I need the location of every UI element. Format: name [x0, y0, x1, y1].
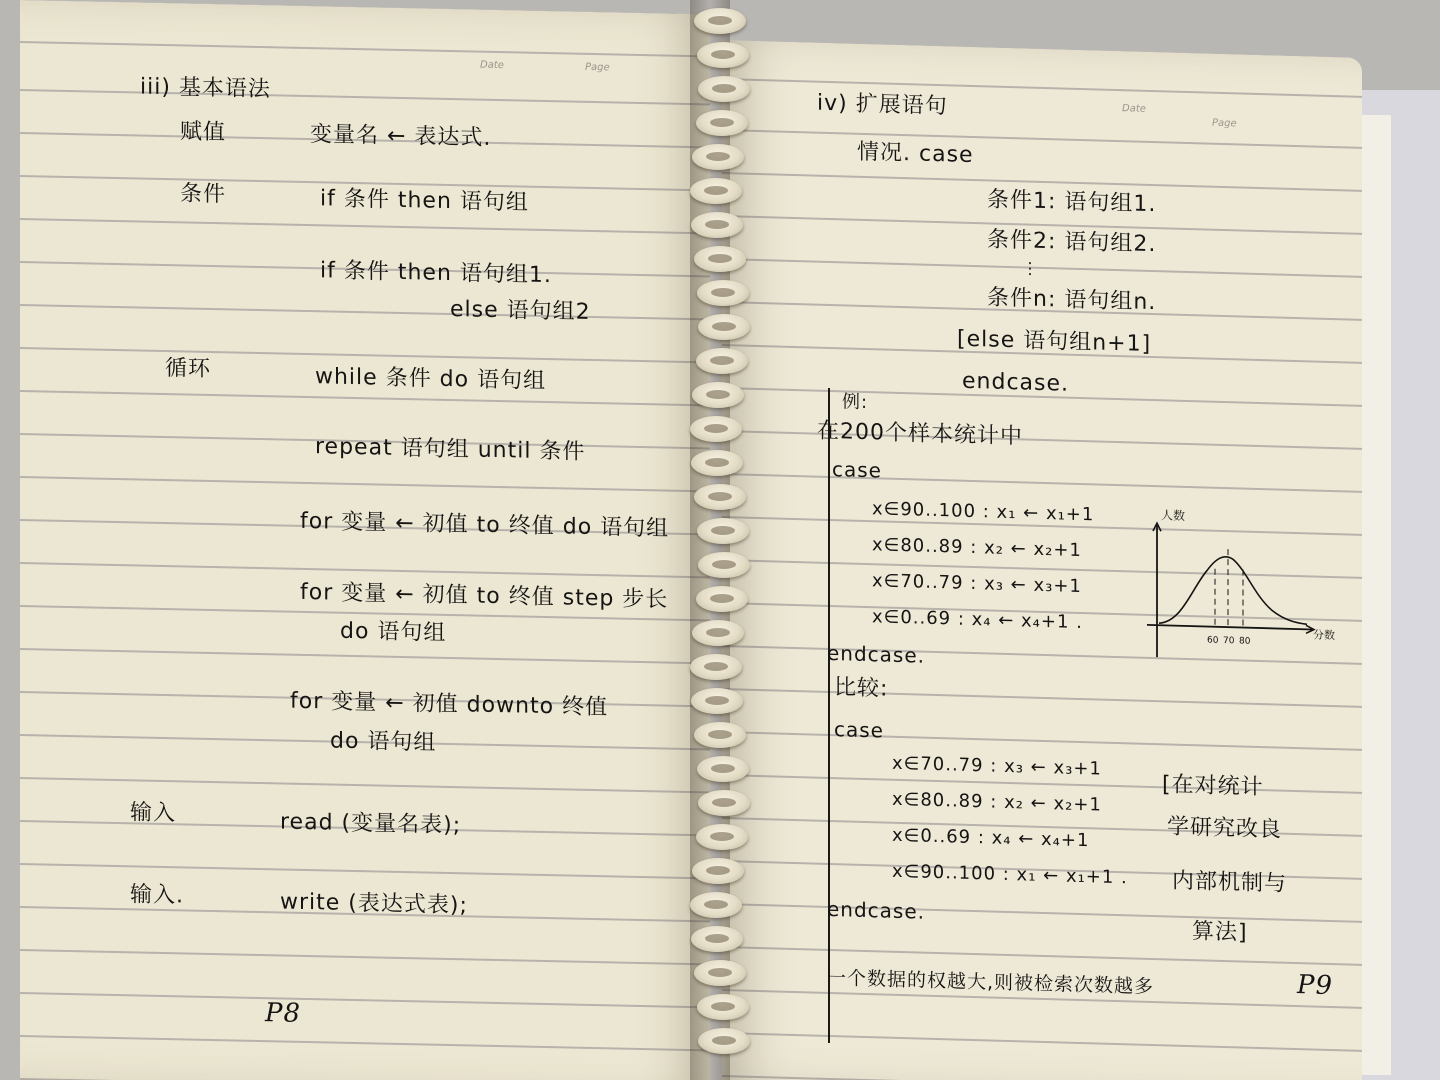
binder-ring	[698, 790, 750, 816]
distribution-sketch	[1137, 507, 1342, 673]
example-margin-line	[828, 388, 830, 1043]
example-line: x∈0..69 : x₄ ← x₄+1 .	[872, 606, 1083, 634]
compare-label: 比较:	[834, 675, 889, 702]
example-label: 例:	[842, 391, 869, 414]
bell-curve	[1159, 555, 1307, 627]
line-content: while 条件 do 语句组	[315, 364, 547, 395]
compare-line: x∈70..79 : x₃ ← x₃+1	[892, 752, 1102, 780]
tick-label-60: 60	[1207, 635, 1219, 646]
binder-ring	[697, 42, 749, 68]
note-line: 学研究改良	[1167, 814, 1283, 843]
binder-ring	[691, 926, 743, 952]
line-content: repeat 语句组 until 条件	[315, 434, 586, 465]
line-content: for 变量 ← 初值 to 终值 step 步长	[300, 579, 669, 613]
page-label: Page	[1212, 117, 1237, 130]
line-content: else 语句组2	[450, 297, 591, 325]
example-title: 在200个样本统计中	[817, 418, 1023, 450]
binder-ring	[690, 178, 742, 204]
example-line: x∈90..100 : x₁ ← x₁+1	[872, 498, 1095, 526]
page-label: Page	[585, 61, 610, 74]
case-end: endcase.	[962, 368, 1070, 397]
case-line: 条件1: 语句组1.	[987, 187, 1157, 218]
example-line: x∈80..89 : x₂ ← x₂+1	[872, 534, 1082, 562]
binder-ring	[696, 824, 748, 850]
binder-ring	[697, 756, 749, 782]
line-label: 赋值	[180, 119, 227, 146]
binder-ring	[691, 688, 743, 714]
compare-line: x∈80..89 : x₂ ← x₂+1	[892, 788, 1102, 816]
date-label: Date	[1122, 103, 1146, 115]
binder-ring	[694, 960, 746, 986]
binder-ring	[697, 994, 749, 1020]
line-content: 变量名 ← 表达式.	[310, 122, 492, 151]
tick-label-80: 80	[1239, 636, 1251, 647]
line-label: 输入	[130, 800, 177, 827]
binder-ring	[694, 722, 746, 748]
compare-line: x∈0..69 : x₄ ← x₄+1	[892, 824, 1090, 852]
binder-ring	[694, 246, 746, 272]
x-axis-label: 分数	[1313, 628, 1335, 643]
binder-ring	[692, 144, 744, 170]
footer-note: 一个数据的权越大,则被检索次数越多	[827, 966, 1155, 999]
case-line: 条件n: 语句组n.	[987, 285, 1157, 316]
line-content: if 条件 then 语句组	[320, 186, 529, 216]
compare-end: endcase.	[827, 896, 926, 924]
binder-ring	[698, 552, 750, 578]
case-line: 条件2: 语句组2.	[987, 227, 1157, 258]
left-page	[20, 0, 710, 1080]
binder-ring	[690, 416, 742, 442]
binder-ring	[694, 484, 746, 510]
compare-line: x∈90..100 : x₁ ← x₁+1 .	[892, 860, 1128, 889]
x-axis	[1147, 625, 1312, 630]
case-ellipsis: ⋮	[1022, 258, 1039, 278]
binder-ring	[690, 892, 742, 918]
note-line: 算法]	[1192, 919, 1248, 946]
binder-ring	[696, 348, 748, 374]
binder-ring	[696, 586, 748, 612]
line-label: 条件	[180, 181, 227, 208]
line-content: for 变量 ← 初值 downto 终值	[290, 688, 609, 721]
line-label: 循环	[165, 356, 212, 383]
line-content: write (表达式表);	[280, 889, 468, 919]
case-heading: 情况. case	[857, 139, 974, 169]
right-page	[722, 40, 1362, 1080]
example-line: x∈70..79 : x₃ ← x₃+1	[872, 570, 1082, 598]
binder-ring	[692, 382, 744, 408]
binder-ring	[691, 212, 743, 238]
binder-ring	[691, 450, 743, 476]
line-content: for 变量 ← 初值 to 终值 do 语句组	[300, 508, 670, 542]
binder-ring	[696, 110, 748, 136]
binder-ring	[694, 8, 746, 34]
example-case: case	[832, 457, 882, 483]
line-content: read (变量名表);	[280, 809, 462, 839]
binder-ring	[690, 654, 742, 680]
tick-label-70: 70	[1223, 635, 1235, 647]
line-content: if 条件 then 语句组1.	[320, 258, 552, 289]
binder-ring	[698, 76, 750, 102]
left-section-title: iii) 基本语法	[140, 74, 271, 103]
right-page-number: P9	[1297, 970, 1334, 1002]
compare-case: case	[834, 717, 884, 743]
binder-ring	[692, 858, 744, 884]
notebook-page-edges	[1360, 115, 1391, 1075]
y-axis-label: 人数	[1161, 508, 1186, 523]
note-line: [在对统计	[1162, 772, 1264, 801]
line-content: do 语句组	[340, 618, 447, 646]
note-line: 内部机制与	[1172, 868, 1288, 897]
line-label: 输入.	[130, 882, 184, 909]
left-page-number: P8	[265, 998, 302, 1029]
binder-ring	[697, 518, 749, 544]
example-end: endcase.	[827, 640, 926, 668]
case-else-line: [else 语句组n+1]	[957, 326, 1152, 357]
binder-ring	[698, 314, 750, 340]
binder-ring	[697, 280, 749, 306]
right-section-title: iv) 扩展语句	[817, 90, 948, 120]
line-content: do 语句组	[330, 728, 437, 756]
binder-ring	[698, 1028, 750, 1054]
binder-ring	[692, 620, 744, 646]
date-label: Date	[480, 59, 504, 72]
